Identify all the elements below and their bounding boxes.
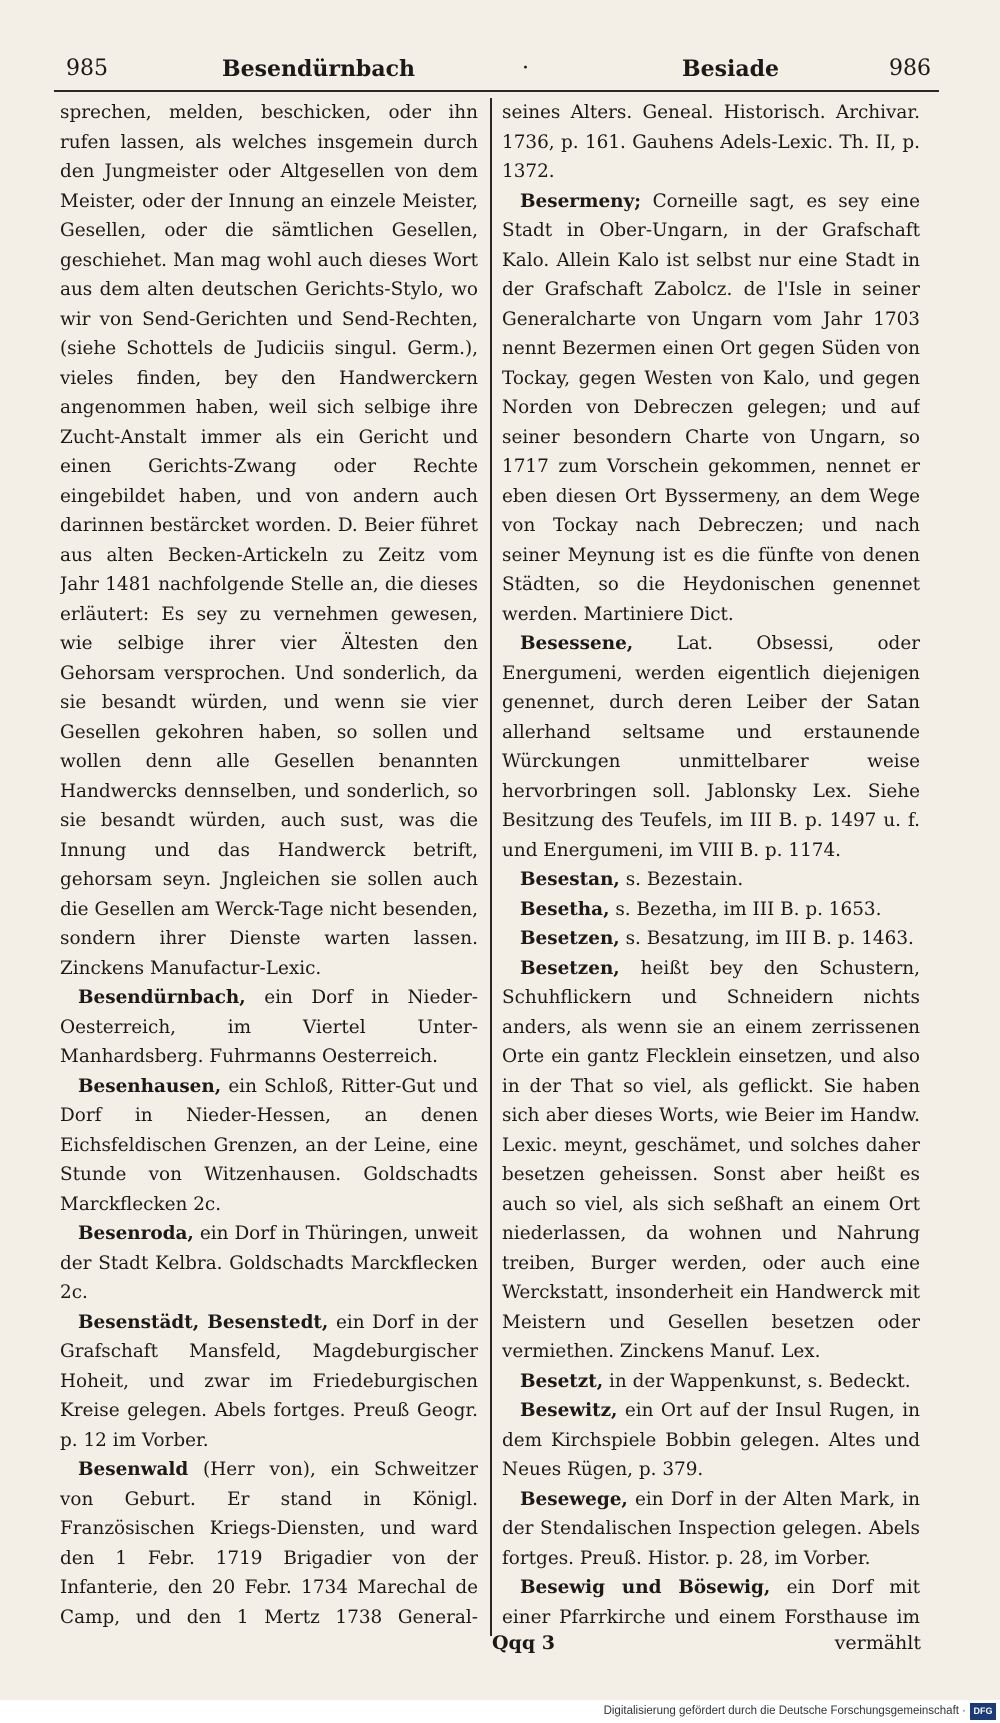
entry-text: Lat. Obsessi, oder Energumeni, werden eigentlich diejenigen genennet, durch deren Leiber der Satan allerhand seltsame und erstaunende Würckungen unmittelbarer weise hervorbringen soll. Jablonsky Lex. Siehe Besitzung des Teufels, im III B. p. 1497 u. f. und Energumeni, im VIII B. p. 1174. xyxy=(502,633,920,861)
entry xyxy=(60,1455,478,1628)
entry-text: ein Schloß, Ritter-Gut und Dorf in Nieder-Hessen, an denen Eichsfeldischen Grenzen, an der Leine, eine Stunde von Witzenhausen. Goldschadts Marckflecken 2c. xyxy=(60,1075,478,1215)
header-separator: · xyxy=(522,56,529,81)
entry-lemma: Besenwald xyxy=(78,1459,189,1480)
entry xyxy=(60,1072,478,1220)
entry-text: (Herr von), ein Schweitzer von Geburt. Er stand in Königl. Französischen Kriegs-Diensten, und ward den 1 Febr. 1719 Brigadier von der Infanterie, den 20 Febr. 1734 Marechal de Camp, und den 1 Mertz 1738 General- xyxy=(60,1459,478,1628)
entry xyxy=(502,1485,920,1574)
entry-lemma: Besenroda, xyxy=(78,1223,194,1244)
left-running-head: Besendürnbach xyxy=(222,56,415,82)
entry-text: s. Besatzung, im III B. p. 1463. xyxy=(625,928,914,949)
entry-text: ein Dorf in der Grafschaft Mansfeld, Magdeburgischer Hoheit, und zwar im Friedeburgischen Kreise gelegen. Abels fortges. Preuß Geogr. p. 12 im Vorber. xyxy=(60,1311,478,1451)
entry-text: seines Alters. Geneal. Historisch. Archivar. 1736, p. 161. Gauhens Adels-Lexic. Th. II, p. 1372. xyxy=(502,102,920,182)
left-page-number: 985 xyxy=(66,56,108,81)
left-column xyxy=(60,98,478,1628)
entry-lemma: Besestan, xyxy=(520,869,620,890)
right-running-head: Besiade xyxy=(682,56,779,82)
entry-text: ein Dorf in Nieder-Oesterreich, im Viertel Unter-Manhardsberg. Fuhrmanns Oesterreich. xyxy=(60,987,478,1067)
entry-text: ein Dorf in Thüringen, unweit der Stadt Kelbra. Goldschadts Marckflecken 2c. xyxy=(60,1223,478,1303)
catchword: vermählt xyxy=(834,1632,921,1654)
entry-text: ein Ort auf der Insul Rugen, in dem Kirchspiele Bobbin gelegen. Altes und Neues Rügen, p. 379. xyxy=(502,1400,920,1480)
entry-lemma: Besenhausen, xyxy=(78,1075,222,1097)
entry-text: in der Wappenkunst, s. Bedeckt. xyxy=(609,1370,911,1392)
column-divider xyxy=(490,98,492,1636)
entry-lemma: Besetzen, xyxy=(520,928,620,949)
entry-text: sprechen, melden, beschicken, oder ihn rufen lassen, als welches insgemein durch den Jungmeister oder Altgesellen von dem Meister, oder der Innung an einzele Meister, Gesellen, oder die sämtlichen Gesellen, geschiehet. Man mag wohl auch dieses Wort aus dem alten deutschen Gerichts-Stylo, wo wir von Send-Gerichten und Send-Rechten, (siehe Schottels de Judiciis singul. Germ.), vieles finden, bey den Handwerckern angenommen haben, weil sich selbige ihre Zucht-Anstalt immer als ein Gericht und einen Gerichts-Zwang oder Rechte eingebildet haben, und von andern auch darinnen bestärcket worden. D. Beier führet aus alten Becken-Artickeln zu Zeitz vom Jahr 1481 nachfolgende Stelle an, die dieses erläutert: Es sey zu vernehmen gewesen, wie selbige ihrer vier Ältesten den Gehorsam versprochen. Und sonderlich, da sie besandt würden, und wenn sie vier Gesellen gekohren haben, so sollen und wollen denn alle Gesellen benannten Handwercks dennselben, und sonderlich, so sie besandt würden, auch sust, was die Innung und das Handwerck betrift, gehorsam seyn. Jngleichen sie sollen auch die Gesellen am Werck-Tage nicht besenden, sondern ihrer Dienste warten lassen. Zinckens Manufactur-Lexic. xyxy=(60,102,478,979)
entry-lemma: Besendürnbach, xyxy=(78,987,246,1008)
entry-lemma: Besessene, xyxy=(520,633,634,654)
entry xyxy=(502,1396,920,1485)
entry xyxy=(502,1573,920,1628)
entry-lemma: Besermeny; xyxy=(520,190,641,212)
entry-lemma: Besetzt, xyxy=(520,1370,604,1392)
entry xyxy=(502,187,920,630)
right-column xyxy=(502,98,920,1628)
digitization-credit: Digitalisierung gefördert durch die Deutsche Forschungsgemeinschaft · xyxy=(0,1700,1000,1723)
page-footer xyxy=(54,1632,939,1662)
entry-lemma: Besewig und Bösewig, xyxy=(520,1577,771,1598)
entry-text: s. Bezetha, im III B. p. 1653. xyxy=(615,898,882,920)
entry xyxy=(502,865,920,895)
entry xyxy=(60,98,478,983)
entry xyxy=(502,924,920,954)
entry-text: ein Dorf mit einer Pfarrkirche und einem Forsthause im xyxy=(502,1577,920,1628)
entry xyxy=(60,1219,478,1308)
entry xyxy=(502,98,920,187)
header-rule xyxy=(54,90,939,92)
entry-text: heißt bey den Schustern, Schuhflickern und Schneidern nichts anders, als wenn sie an einem zerrissenen Orte ein gantz Flecklein einsetzen, und also in der That so viel, als geflickt. Sie haben sich aber dieses Worts, wie Beier im Handw. Lexic. meynt, geschämet, und solches daher besetzen geheissen. Sonst aber heißt es auch so viel, als sich seßhaft an einem Ort niederlassen, da wohnen und Nahrung treiben, Burger werden, oder auch eine Werckstatt, insonderheit ein Handwerck mit Meistern und Gesellen besetzen oder vermiethen. Zinckens Manuf. Lex. xyxy=(502,957,920,1362)
entry-lemma: Besetha, xyxy=(520,898,610,920)
entry-lemma: Besewege, xyxy=(520,1488,628,1510)
entry xyxy=(502,629,920,865)
signature-mark: Qqq 3 xyxy=(492,1632,555,1654)
entry-lemma: Besetzen, xyxy=(520,957,620,979)
entry xyxy=(502,895,920,925)
dfg-logo-icon: DFG xyxy=(970,1703,996,1720)
right-page-number: 986 xyxy=(889,56,931,81)
entry xyxy=(502,954,920,1367)
entry xyxy=(60,1308,478,1456)
running-header xyxy=(54,50,939,90)
entry xyxy=(60,983,478,1072)
entry-lemma: Besewitz, xyxy=(520,1400,618,1421)
entry-lemma: Besenstädt, Besenstedt, xyxy=(78,1311,329,1333)
entry-text: ein Dorf in der Alten Mark, in der Stendalischen Inspection gelegen. Abels fortges. Preuß. Histor. p. 28, im Vorber. xyxy=(502,1488,920,1569)
entry-text: Corneille sagt, es sey eine Stadt in Ober-Ungarn, in der Grafschaft Kalo. Allein Kalo ist selbst nur eine Stadt in der Grafschaft Zabolcz. de l'Isle in seiner Generalcharte von Ungarn vom Jahr 1703 nennt Bezermen einen Ort gegen Süden von Tockay, gegen Westen von Kalo, und gegen Norden von Debreczen gelegen; und auf seiner besondern Charte von Ungarn, so 1717 zum Vorschein gekommen, nennet er eben diesen Ort Byssermeny, an dem Wege von Tockay nach Debreczen; und nach seiner Meynung ist es die fünfte von denen Städten, so die Heydonischen genennet werden. Martiniere Dict. xyxy=(502,190,920,625)
entry-text: s. Bezestain. xyxy=(625,869,744,890)
entry xyxy=(502,1367,920,1397)
